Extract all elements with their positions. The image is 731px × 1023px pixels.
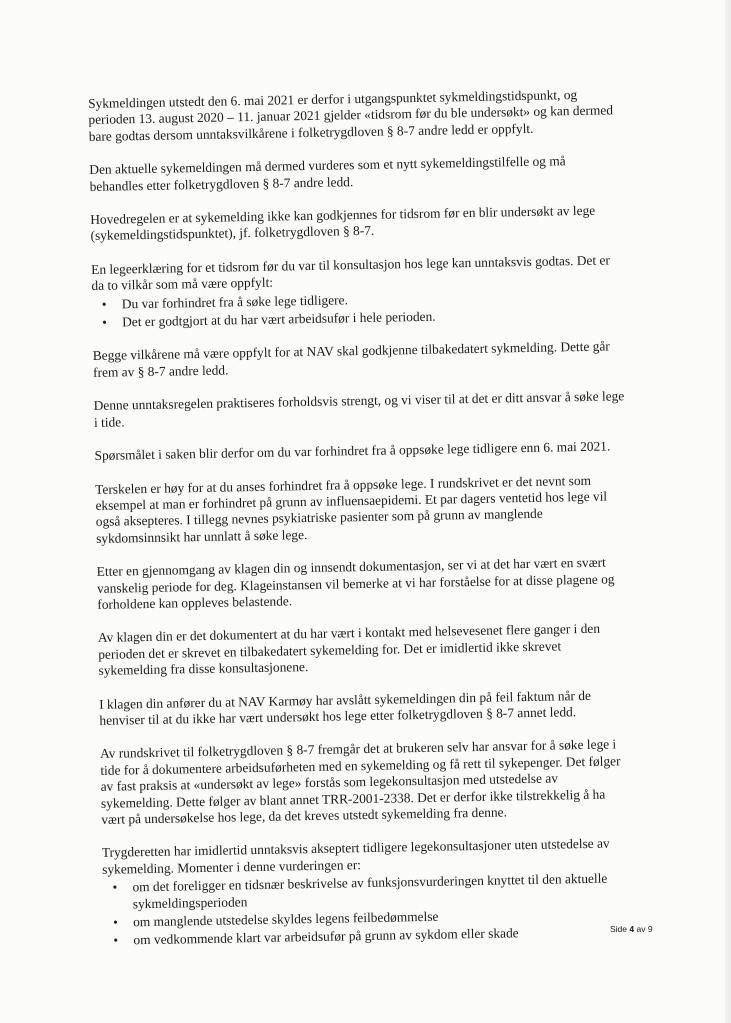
paragraph-sykmeldingstidspunkt: Sykmeldingen utstedt den 6. mai 2021 er derfor i utgangspunktet sykmeldingstidspunkt, og perioden 13. august 2020 – 11. januar 2021 gjelder «tidsrom før du ble undersøkt» og kan dermed bare godtas dersom unntaksvilkårene i folketrygdloven § 8-7 andre ledd er oppfylt. — [88, 87, 614, 144]
momenter-list — [102, 870, 663, 950]
page-separator: av — [636, 924, 646, 934]
list-item: • Du var forhindret fra å søke lege tidligere. — [122, 286, 652, 312]
page-prefix: Side — [610, 924, 628, 934]
paragraph-terskel: Terskelen er høy for at du anses forhindret fra å oppsøke lege. I rundskrivet er det nevnt som eksempel at man er forhindret på grunn av influensaepidemi. Et par dagers ventetid hos lege vil også aksepteres. I tillegg nevnes psykiatriske pasienter som på grunn av manglende sykdomsinnsikt har unnlatt å søke lege. — [95, 472, 608, 546]
paragraph-hovedregel: Hovedregelen er at sykemelding ikke kan godkjennes for tidsrom før en blir undersøkt av lege (sykemeldingstidspunktet), jf. folketrygdloven § 8-7. — [90, 202, 596, 244]
paragraph-strengt: Denne unntaksregelen praktiseres forholdsvis strengt, og vi viser til at det er ditt ansvar å søke lege i tide. — [93, 388, 625, 430]
paragraph-anforsel: I klagen din anfører du at NAV Karmøy har avslått sykemeldingen din på feil faktum når de henviser til at du ikke har vært undersøkt hos lege etter folketrygdloven § 8-7 annet ledd. — [99, 687, 592, 728]
document-body — [88, 86, 664, 967]
paragraph-trygderetten: Trygderetten har imidlertid unntaksvis akseptert tidligere legekonsultasjoner uten utstedelse av sykemelding. Momenter i denne vurderingen er: — [101, 835, 610, 877]
paragraph-rundskriv: Av rundskrivet til folketrygdloven § 8-7 fremgår det at brukeren selv har ansvar for å søke lege i tide for å dokumentere arbeidsuførheten med en sykemelding og få rett til sykepenger. Det følger av fast praksis at «undersøkt av lege» forstås som legekonsultasjon med utstedelse av sykemelding. Dette følger av blant annet TRR-2001-2338. Det er derfor ikke tilstrekkelig å ha vært på undersøkelse hos lege, da det kreves utstedt sykemelding fra denne. — [99, 736, 621, 827]
page-current: 4 — [629, 924, 635, 934]
paragraph-sporsmal: Spørsmålet i saken blir derfor om du var forhindret fra å oppsøke lege tidligere enn 6. mai 2021. — [94, 438, 611, 464]
page-number — [610, 924, 653, 934]
vilkar-list — [92, 286, 653, 331]
paragraph-begge-vilkar: Begge vilkårene må være oppfylt for at NAV skal godkjenne tilbakedatert sykmelding. Dette går frem av § 8-7 andre ledd. — [92, 338, 610, 380]
scan-edge-shadow — [725, 0, 731, 1023]
list-item: • Det er godtgjort at du har vært arbeidsufør i hele perioden. — [122, 305, 652, 331]
page-total: 9 — [647, 924, 653, 934]
list-item: • om det foreligger en tidsnær beskrivelse av funksjonsvurderingen knyttet til den aktuelle sykmeldingsperioden — [132, 870, 663, 913]
list-item: • om manglende utstedelse skyldes legens feilbedømmelse — [133, 905, 663, 931]
paragraph-helsevesenet: Av klagen din er det dokumentert at du har vært i kontakt med helsevesenet flere ganger i den perioden det er skrevet en tilbakedatert sykemelding for. Det er imidlertid ikke skrevet sykemelding fra disse konsultasjonene. — [97, 621, 601, 679]
paragraph-unntak-vilkar: En legeerklæring for et tidsrom før du var til konsultasjon hos lege kan unntaksvis godtas. Det er da to vilkår som må være oppfylt: — [91, 252, 611, 294]
list-item: • om vedkommende klart var arbeidsufør på grunn av sykdom eller skade — [133, 923, 663, 949]
paragraph-gjennomgang: Etter en gjennomgang av klagen din og innsendt dokumentasjon, ser vi at det har vært en svært vanskelig periode for deg. Klageinstansen vil bemerke at vi har forståelse for at disse plagene og forholdene kan oppleves belastende. — [96, 554, 615, 612]
paragraph-nytt-tilfelle: Den aktuelle sykemeldingen må dermed vurderes som et nytt sykemeldingstilfelle og må behandles etter folketrygdloven § 8-7 andre ledd. — [89, 153, 566, 194]
